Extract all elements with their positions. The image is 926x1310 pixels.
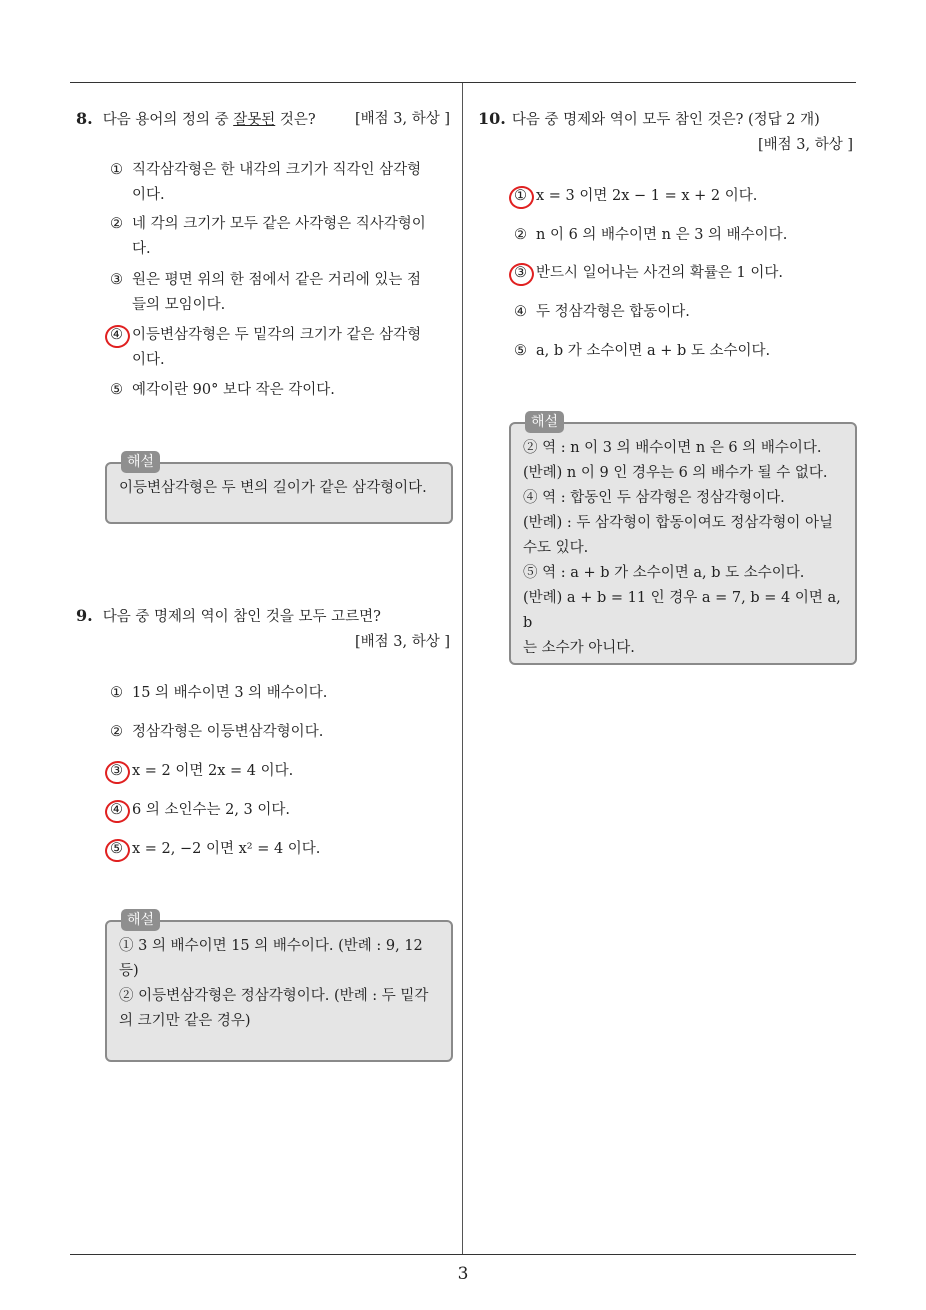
q9-option-5[interactable] (110, 837, 450, 862)
option-text: 원은 평면 위의 한 점에서 같은 거리에 있는 점 (132, 272, 421, 288)
option-text: 예각이란 90° 보다 작은 각이다. (132, 382, 335, 398)
question-9-header (76, 605, 381, 628)
explanation-line: ② 역 : n 이 3 의 배수이면 n 은 6 의 배수이다. (523, 440, 822, 456)
explanation-line: (반례) n 이 9 인 경우는 6 의 배수가 될 수 없다. (523, 465, 828, 481)
explanation-tag: 해설 (121, 909, 160, 931)
explanation-line: ① 3 의 배수이면 15 의 배수이다. (반례 : 9, 12 (119, 938, 423, 954)
question-10-header (478, 108, 820, 131)
explanation-tag: 해설 (525, 411, 564, 433)
question-10-explanation (509, 414, 857, 665)
question-10-number: 10. (478, 109, 506, 128)
explanation-line: ② 이등변삼각형은 정삼각형이다. (반례 : 두 밑각 (119, 988, 429, 1004)
question-8-explanation (105, 454, 453, 524)
q8-option-2[interactable] (110, 212, 450, 262)
option-text: 두 정삼각형은 합동이다. (536, 304, 690, 320)
q9-option-2[interactable] (110, 720, 450, 745)
explanation-line: 수도 있다. (523, 540, 589, 556)
option-text: 정삼각형은 이등변삼각형이다. (132, 724, 324, 740)
page-number: 3 (457, 1264, 469, 1284)
question-9-explanation (105, 912, 453, 1062)
q9-option-1[interactable] (110, 681, 450, 706)
option-mark: ④ (514, 304, 527, 320)
q10-option-1[interactable] (514, 184, 854, 209)
explanation-line: 는 소수가 아니다. (523, 640, 635, 656)
question-8-prompt-end: 것은? (275, 112, 316, 128)
option-text-continued: 들의 모임이다. (132, 297, 226, 313)
option-text: 6 의 소인수는 2, 3 이다. (132, 802, 290, 818)
option-mark: ④ (110, 802, 123, 818)
q10-option-5[interactable] (514, 339, 854, 364)
question-8-number: 8. (76, 109, 93, 128)
option-mark: ④ (110, 327, 123, 343)
option-mark: ③ (110, 763, 123, 779)
option-text: 직각삼각형은 한 내각의 크기가 직각인 삼각형 (132, 162, 422, 178)
q9-option-3[interactable] (110, 759, 450, 784)
question-9-meta: [배점 3, 하상 ] (354, 634, 450, 650)
question-8-prompt-underlined: 잘못된 (233, 112, 276, 128)
q10-option-2[interactable] (514, 223, 854, 248)
option-text: 반드시 일어나는 사건의 확률은 1 이다. (536, 265, 783, 281)
option-mark: ⑤ (514, 343, 527, 359)
option-text-continued: 다. (132, 241, 151, 257)
explanation-line: 이등변삼각형은 두 변의 길이가 같은 삼각형이다. (119, 480, 427, 496)
option-text: n 이 6 의 배수이면 n 은 3 의 배수이다. (536, 227, 788, 243)
q10-option-4[interactable] (514, 300, 854, 325)
option-text: x = 3 이면 2x − 1 = x + 2 이다. (536, 188, 758, 204)
explanation-line: 의 크기만 같은 경우) (119, 1013, 251, 1029)
option-mark: ⑤ (110, 841, 123, 857)
option-text: x = 2, −2 이면 x² = 4 이다. (132, 841, 321, 857)
q8-option-5[interactable] (110, 378, 450, 403)
option-mark: ① (110, 162, 123, 178)
question-8-meta: [배점 3, 하상 ] (354, 111, 450, 127)
question-10-meta: [배점 3, 하상 ] (757, 137, 853, 153)
option-mark: ② (514, 227, 527, 243)
question-9-prompt: 다음 중 명제의 역이 참인 것을 모두 고르면? (102, 609, 381, 625)
option-mark: ② (110, 216, 123, 232)
question-9-number: 9. (76, 606, 93, 625)
option-text: 이등변삼각형은 두 밑각의 크기가 같은 삼각형 (132, 327, 422, 343)
q8-option-4[interactable] (110, 323, 450, 373)
explanation-line: ④ 역 : 합동인 두 삼각형은 정삼각형이다. (523, 490, 785, 506)
option-mark: ③ (514, 265, 527, 281)
q8-option-1[interactable] (110, 158, 450, 208)
option-text-continued: 이다. (132, 187, 165, 203)
option-mark: ⑤ (110, 382, 123, 398)
q9-option-4[interactable] (110, 798, 450, 823)
question-8-header (76, 108, 316, 131)
header-rule (70, 82, 856, 83)
q10-option-3[interactable] (514, 261, 854, 286)
option-text: x = 2 이면 2x = 4 이다. (132, 763, 294, 779)
option-text: 15 의 배수이면 3 의 배수이다. (132, 685, 328, 701)
option-mark: ① (514, 188, 527, 204)
option-text-continued: 이다. (132, 352, 165, 368)
q8-option-3[interactable] (110, 268, 450, 318)
explanation-line: 등) (119, 963, 139, 979)
option-text: 네 각의 크기가 모두 같은 사각형은 직사각형이 (132, 216, 426, 232)
question-8-prompt-start: 다음 용어의 정의 중 (102, 112, 234, 128)
column-divider (462, 83, 463, 1254)
explanation-tag: 해설 (121, 451, 160, 473)
option-mark: ② (110, 724, 123, 740)
option-mark: ① (110, 685, 123, 701)
explanation-line: ⑤ 역 : a + b 가 소수이면 a, b 도 소수이다. (523, 565, 805, 581)
question-10-prompt: 다음 중 명제와 역이 모두 참인 것은? (정답 2 개) (511, 112, 820, 128)
option-mark: ③ (110, 272, 123, 288)
explanation-line: (반례) a + b = 11 인 경우 a = 7, b = 4 이면 a, b (523, 590, 841, 631)
option-text: a, b 가 소수이면 a + b 도 소수이다. (536, 343, 771, 359)
explanation-line: (반례) : 두 삼각형이 합동이여도 정삼각형이 아닐 (523, 515, 833, 531)
footer-rule (70, 1254, 856, 1255)
